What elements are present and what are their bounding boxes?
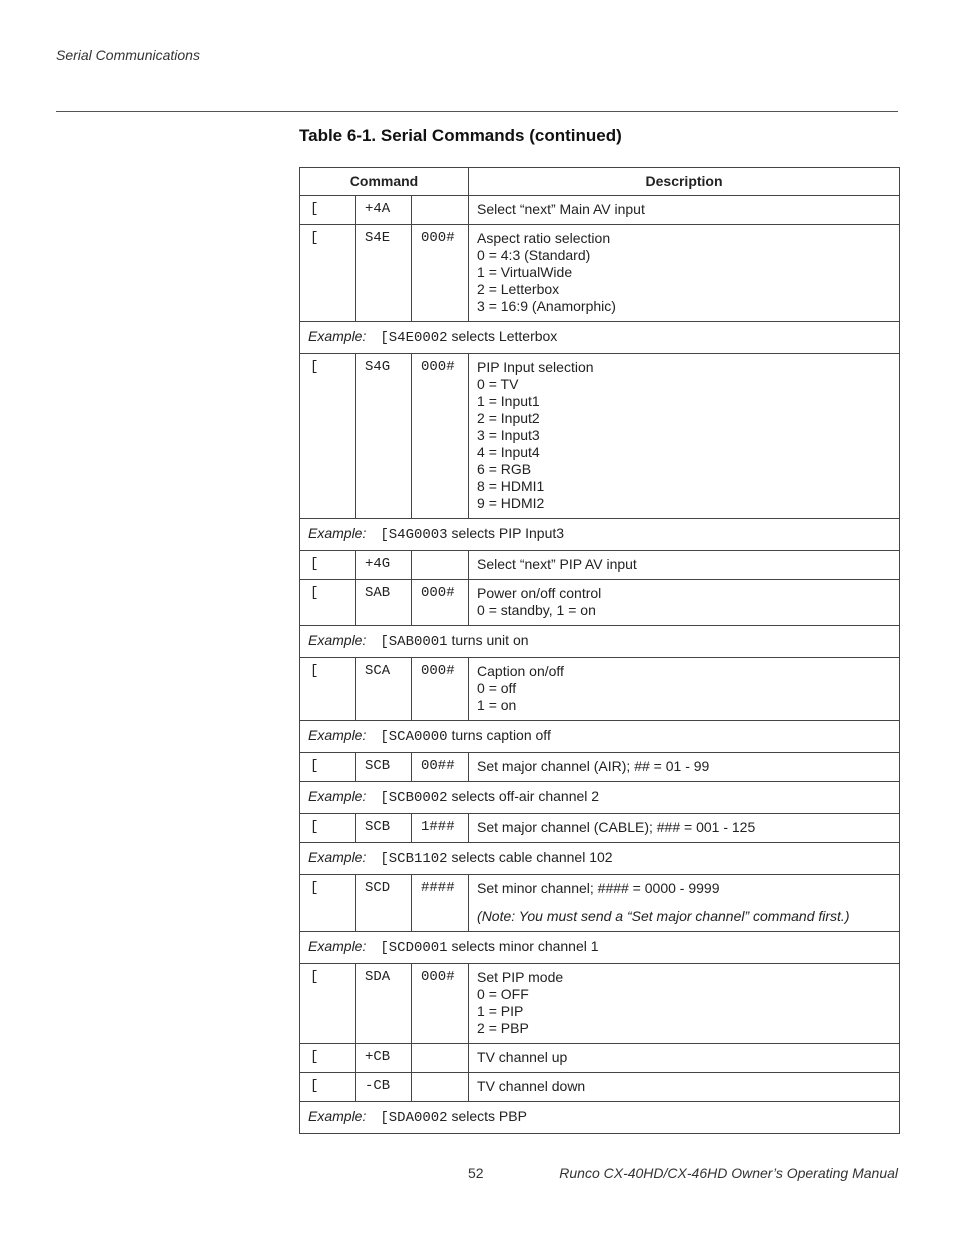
table-title: Table 6-1. Serial Commands (continued) (299, 126, 622, 145)
command-parameter: 000# (412, 354, 469, 519)
example-row (300, 519, 900, 551)
command-parameter: 000# (412, 580, 469, 626)
description-line: Set major channel (CABLE); ### = 001 - 125 (477, 819, 756, 835)
command-prefix: [ (300, 814, 356, 843)
description-line: 0 = 4:3 (Standard) (477, 247, 591, 263)
description-line: 0 = TV (477, 376, 519, 392)
example-label: Example: (308, 938, 367, 954)
description-line: 4 = Input4 (477, 444, 540, 460)
description-line: Set minor channel; #### = 0000 - 9999 (477, 880, 720, 896)
description-line: 6 = RGB (477, 461, 532, 477)
command-row (300, 225, 900, 322)
example-row (300, 843, 900, 875)
example-cell (300, 519, 900, 551)
description-line: 8 = HDMI1 (477, 478, 545, 494)
command-description (469, 196, 900, 225)
command-prefix: [ (300, 196, 356, 225)
command-prefix: [ (300, 354, 356, 519)
command-description (469, 875, 900, 932)
description-line: TV channel down (477, 1078, 586, 1094)
example-text: turns caption off (451, 727, 551, 743)
command-code: SAB (356, 580, 412, 626)
example-row (300, 932, 900, 964)
command-parameter (412, 551, 469, 580)
example-code: [SCB0002 (380, 790, 448, 806)
command-row (300, 875, 900, 932)
command-parameter (412, 1073, 469, 1102)
example-cell (300, 1102, 900, 1134)
description-line: 2 = Input2 (477, 410, 540, 426)
description-line: Set major channel (AIR); ## = 01 - 99 (477, 758, 710, 774)
command-description (469, 753, 900, 782)
command-prefix: [ (300, 225, 356, 322)
example-code: [S4G0003 (380, 527, 448, 543)
command-description (469, 1073, 900, 1102)
command-code: SDA (356, 964, 412, 1044)
command-parameter: 000# (412, 225, 469, 322)
example-cell (300, 626, 900, 658)
description-column-header: Description (469, 168, 900, 196)
description-line: Power on/off control (477, 585, 602, 601)
example-text: turns unit on (451, 632, 529, 648)
command-description (469, 580, 900, 626)
command-parameter: 1### (412, 814, 469, 843)
page-number: 52 (468, 1165, 484, 1181)
command-parameter (412, 196, 469, 225)
example-text: selects minor channel 1 (451, 938, 599, 954)
command-code: SCB (356, 814, 412, 843)
example-label: Example: (308, 328, 367, 344)
description-line: Set PIP mode (477, 969, 564, 985)
command-code: +4G (356, 551, 412, 580)
example-text: selects Letterbox (451, 328, 558, 344)
command-row (300, 964, 900, 1044)
command-prefix: [ (300, 1073, 356, 1102)
header-rule (56, 111, 898, 112)
command-prefix: [ (300, 551, 356, 580)
command-row (300, 658, 900, 721)
description-note: (Note: You must send a “Set major channel” command first.) (477, 908, 850, 924)
running-head: Serial Communications (56, 47, 200, 63)
command-row (300, 1044, 900, 1073)
command-prefix: [ (300, 658, 356, 721)
command-description (469, 964, 900, 1044)
description-line: 3 = 16:9 (Anamorphic) (477, 298, 616, 314)
example-label: Example: (308, 632, 367, 648)
example-cell (300, 932, 900, 964)
example-cell (300, 322, 900, 354)
command-prefix: [ (300, 753, 356, 782)
description-line: 0 = standby, 1 = on (477, 602, 596, 618)
command-description (469, 225, 900, 322)
description-line: 0 = off (477, 680, 517, 696)
command-parameter: 00## (412, 753, 469, 782)
description-line: 1 = VirtualWide (477, 264, 573, 280)
example-text: selects PBP (451, 1108, 527, 1124)
command-code: +4A (356, 196, 412, 225)
example-cell (300, 782, 900, 814)
description-line: TV channel up (477, 1049, 568, 1065)
description-line: Select “next” Main AV input (477, 201, 645, 217)
command-description (469, 814, 900, 843)
command-prefix: [ (300, 1044, 356, 1073)
example-row (300, 721, 900, 753)
command-row (300, 551, 900, 580)
command-description (469, 1044, 900, 1073)
example-label: Example: (308, 849, 367, 865)
description-line: Caption on/off (477, 663, 564, 679)
example-label: Example: (308, 525, 367, 541)
command-code: SCD (356, 875, 412, 932)
example-code: [SCD0001 (380, 940, 448, 956)
command-prefix: [ (300, 875, 356, 932)
description-line: Select “next” PIP AV input (477, 556, 637, 572)
command-row (300, 814, 900, 843)
example-row (300, 322, 900, 354)
command-code: S4E (356, 225, 412, 322)
description-line: 1 = PIP (477, 1003, 524, 1019)
command-prefix: [ (300, 964, 356, 1044)
description-line: 9 = HDMI2 (477, 495, 545, 511)
command-row (300, 196, 900, 225)
example-label: Example: (308, 788, 367, 804)
command-code: S4G (356, 354, 412, 519)
example-cell (300, 843, 900, 875)
example-text: selects cable channel 102 (451, 849, 613, 865)
description-line: 3 = Input3 (477, 427, 540, 443)
example-row (300, 1102, 900, 1134)
command-parameter: #### (412, 875, 469, 932)
manual-title: Runco CX-40HD/CX-46HD Owner’s Operating Manual (559, 1165, 898, 1181)
description-line: 1 = Input1 (477, 393, 540, 409)
command-code: SCB (356, 753, 412, 782)
example-text: selects off-air channel 2 (451, 788, 600, 804)
example-cell (300, 721, 900, 753)
command-parameter: 000# (412, 964, 469, 1044)
description-line: 2 = Letterbox (477, 281, 560, 297)
command-column-header: Command (300, 168, 469, 196)
example-text: selects PIP Input3 (451, 525, 565, 541)
example-label: Example: (308, 727, 367, 743)
description-line: 0 = OFF (477, 986, 529, 1002)
command-prefix: [ (300, 580, 356, 626)
command-row (300, 1073, 900, 1102)
example-code: [SCA0000 (380, 729, 448, 745)
example-label: Example: (308, 1108, 367, 1124)
command-code: +CB (356, 1044, 412, 1073)
description-line: 2 = PBP (477, 1020, 529, 1036)
description-line: PIP Input selection (477, 359, 594, 375)
description-line: 1 = on (477, 697, 517, 713)
example-row (300, 626, 900, 658)
example-code: [S4E0002 (380, 330, 448, 346)
command-row (300, 580, 900, 626)
example-code: [SDA0002 (380, 1110, 448, 1126)
command-row (300, 753, 900, 782)
command-code: SCA (356, 658, 412, 721)
table-header-row (300, 168, 900, 196)
serial-commands-table (299, 167, 900, 1134)
command-parameter (412, 1044, 469, 1073)
command-description (469, 658, 900, 721)
command-parameter: 000# (412, 658, 469, 721)
command-description (469, 551, 900, 580)
table-body (300, 196, 900, 1134)
command-description (469, 354, 900, 519)
description-line: Aspect ratio selection (477, 230, 611, 246)
example-code: [SAB0001 (380, 634, 448, 650)
example-code: [SCB1102 (380, 851, 448, 867)
example-row (300, 782, 900, 814)
command-code: -CB (356, 1073, 412, 1102)
command-row (300, 354, 900, 519)
